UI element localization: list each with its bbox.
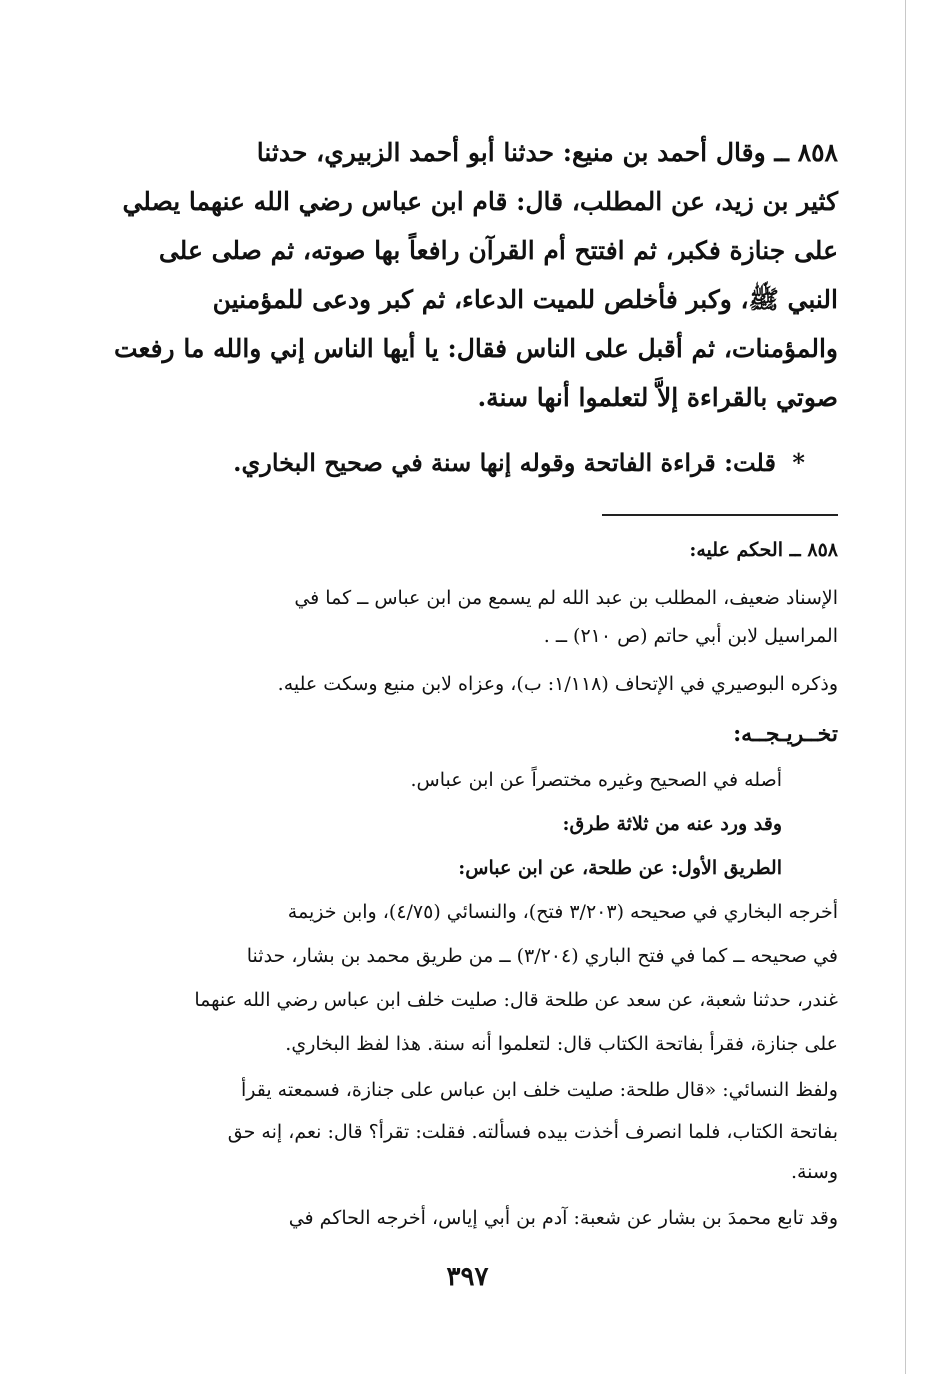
footnote-line: الطريق الأول: عن طلحة، عن ابن عباس: — [458, 857, 782, 879]
footnote-line: الإسناد ضعيف، المطلب بن عبد الله لم يسمع من ابن عباس ــ كما في — [294, 587, 838, 609]
footnote-heading: ٨٥٨ ــ الحكم عليه: — [689, 539, 838, 561]
footnote-separator — [602, 514, 838, 516]
footnote-line: وذكره البوصيري في الإتحاف (١/١١٨: ب)، وعزاه لابن منيع وسكت عليه. — [277, 673, 838, 695]
footnote-line: في صحيحه ــ كما في فتح الباري (٣/٢٠٤) ــ من طريق محمد بن بشار، حدثنا — [246, 945, 838, 967]
page-number: ٣٩٧ — [446, 1262, 489, 1292]
footnote-line: وقد تابع محمدَ بن بشار عن شعبة: آدم بن أبي إياس، أخرجه الحاكم في — [288, 1207, 838, 1229]
hadith-line: صوتي بالقراءة إلاَّ لتعلموا أنها سنة. — [477, 383, 838, 412]
footnote-line: وسنة. — [790, 1161, 838, 1183]
footnote-line: أخرجه البخاري في صحيحه (٣/٢٠٣ فتح)، والنسائي (٤/٧٥)، وابن خزيمة — [287, 901, 838, 923]
note-text: قلت: قراءة الفاتحة وقوله إنها سنة في صحيح البخاري. — [233, 448, 776, 477]
footnote-line: المراسيل لابن أبي حاتم (ص ٢١٠) ــ . — [543, 625, 838, 647]
footnote-line: غندر، حدثنا شعبة، عن سعد عن طلحة قال: صليت خلف ابن عباس رضي الله عنهما — [194, 989, 838, 1011]
footnote-line: على جنازة، فقرأ بفاتحة الكتاب قال: لتعلموا أنه سنة. هذا لفظ البخاري. — [285, 1033, 838, 1055]
page-edge-line — [905, 0, 906, 1374]
hadith-line: والمؤمنات، ثم أقبل على الناس فقال: يا أيها الناس إني والله ما رفعت — [113, 334, 838, 363]
hadith-line: على جنازة فكبر، ثم افتتح أم القرآن رافعاً بها صوته، ثم صلى على — [158, 236, 838, 265]
takhrij-heading: تخــريـجــه: — [733, 721, 838, 747]
hadith-text-block — [112, 128, 838, 422]
footnote-line: أصله في الصحيح وغيره مختصراً عن ابن عباس. — [410, 769, 782, 791]
hadith-line: ٨٥٨ ــ وقال أحمد بن منيع: حدثنا أبو أحمد الزبيري، حدثنا — [256, 138, 838, 167]
footnote-line: ولفظ النسائي: «قال طلحة: صليت خلف ابن عباس على جنازة، فسمعته يقرأ — [240, 1079, 838, 1101]
footnote-line: بفاتحة الكتاب، فلما انصرف أخذت بيده فسألته. فقلت: تقرأ؟ قال: نعم، إنه حق — [227, 1121, 838, 1143]
hadith-line: النبي ﷺ، وكبر فأخلص للميت الدعاء، ثم كبر ودعى للمؤمنين — [212, 285, 838, 314]
author-note — [200, 443, 838, 483]
footnote-line: وقد ورد عنه من ثلاثة طرق: — [562, 813, 782, 835]
hadith-line: كثير بن زيد، عن المطلب، قال: قام ابن عباس رضي الله عنهما يصلي — [122, 187, 838, 216]
note-star-marker: * — [792, 448, 805, 477]
